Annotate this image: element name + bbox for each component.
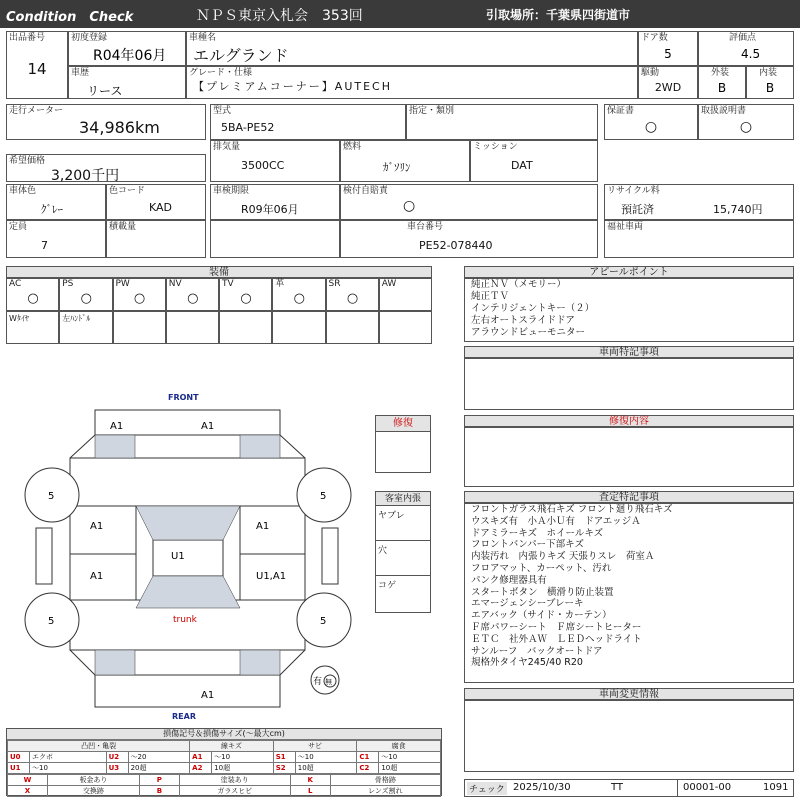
damage-mark: A1 bbox=[256, 521, 270, 532]
rear-label: REAR bbox=[172, 712, 196, 721]
legend-desc: レンズ割れ bbox=[330, 786, 440, 797]
repair-box bbox=[375, 415, 431, 473]
legend-code: A1 bbox=[190, 752, 212, 763]
repair-content bbox=[464, 427, 794, 487]
legend-code: K bbox=[290, 775, 330, 786]
label-doors: ドア数 bbox=[641, 33, 668, 43]
odometer: 34,986km bbox=[79, 118, 160, 137]
car-diagram bbox=[0, 380, 370, 725]
front-label: FRONT bbox=[168, 393, 199, 402]
check-label: チェック bbox=[467, 782, 507, 795]
capacity: 7 bbox=[41, 239, 48, 252]
note-item: エアバック（サイド・カーテン） bbox=[471, 610, 612, 622]
equipment-extra: Wﾀｲﾔ bbox=[9, 314, 29, 323]
damage-legend bbox=[6, 728, 442, 796]
label-body-color: 車体色 bbox=[9, 186, 37, 196]
warranty: ○ bbox=[644, 119, 658, 135]
legend-desc: 〜10 bbox=[295, 752, 357, 763]
damage-mark: A1 bbox=[90, 521, 104, 532]
equipment-cell bbox=[219, 278, 272, 311]
legend-code: L bbox=[290, 786, 330, 797]
label-inspection: 車検期限 bbox=[213, 186, 250, 196]
drive: 2WD bbox=[654, 81, 682, 94]
footer-number: 1091 bbox=[763, 782, 789, 793]
score: 4.5 bbox=[741, 47, 761, 61]
equipment-cell bbox=[166, 311, 219, 344]
note-item: サンルーフ バックオートドア bbox=[471, 645, 603, 657]
label-load: 積載量 bbox=[109, 222, 137, 232]
note-item: エマージェンシーブレーキ bbox=[471, 598, 584, 610]
car-name: エルグランド bbox=[193, 46, 289, 65]
legend-desc: 10超 bbox=[379, 763, 441, 774]
note-item: ドアミラーキズ ホイールキズ bbox=[471, 527, 604, 539]
legend-desc: 〜10 bbox=[379, 752, 441, 763]
tire-score: 5 bbox=[320, 491, 327, 502]
appeal-header: アピールポイント bbox=[464, 266, 794, 278]
damage-mark: A1 bbox=[201, 421, 215, 432]
label-chassis: 車台番号 bbox=[407, 222, 444, 232]
label-grade-spec: グレード・仕様 bbox=[189, 68, 253, 78]
equipment-mark: ○ bbox=[80, 291, 92, 306]
appeal-item: 純正ＮＶ（メモリー） bbox=[471, 279, 567, 290]
spare-mark: 無 bbox=[325, 678, 332, 686]
equipment-code: SR bbox=[328, 279, 341, 289]
equipment-mark: ○ bbox=[27, 291, 39, 306]
equipment-cell bbox=[379, 311, 432, 344]
exterior: B bbox=[717, 81, 727, 95]
equipment-cell bbox=[59, 311, 112, 344]
color-code: KAD bbox=[149, 201, 173, 214]
check-date: 2025/10/30 bbox=[513, 782, 571, 793]
equipment-cell bbox=[272, 311, 325, 344]
equipment-mark: ○ bbox=[133, 291, 146, 306]
repair-label: 修復 bbox=[376, 416, 430, 432]
label-model: 型式 bbox=[213, 106, 232, 116]
note-item: スタートボタン 横滑り防止装置 bbox=[471, 586, 614, 598]
equipment-cell bbox=[272, 278, 325, 311]
label-price: 希望価格 bbox=[9, 156, 46, 166]
legend-code: X bbox=[8, 786, 48, 797]
legend-code: U1 bbox=[8, 763, 30, 774]
equipment-code: AW bbox=[381, 279, 397, 289]
equipment-mark: ○ bbox=[187, 291, 199, 306]
legend-title: 損傷記号＆損傷サイズ(〜最大cm) bbox=[7, 729, 441, 740]
label-dashcam: 検付自賠責 bbox=[343, 186, 389, 196]
equipment-code: NV bbox=[168, 279, 182, 289]
legend-code: S2 bbox=[273, 763, 295, 774]
legend-code: C2 bbox=[357, 763, 379, 774]
label-warranty: 保証書 bbox=[607, 106, 635, 116]
auction-name: ＮＰＳ東京入札会 353回 bbox=[196, 8, 363, 24]
repair-content-header: 修復内容 bbox=[464, 415, 794, 427]
label-history: 車歴 bbox=[71, 68, 90, 78]
label-interior: 内装 bbox=[759, 68, 778, 78]
label-manual: 取扱説明書 bbox=[701, 106, 747, 116]
legend-code: C1 bbox=[357, 752, 379, 763]
label-transmission: ミッション bbox=[473, 142, 518, 152]
cabin-item-label: ヤブレ bbox=[378, 511, 405, 521]
appeal-item: アラウンドビューモニター bbox=[471, 327, 586, 338]
lot-number: 14 bbox=[27, 60, 47, 78]
label-designation: 指定・類別 bbox=[409, 106, 455, 116]
equipment-code: AC bbox=[9, 279, 22, 289]
legend-code: S1 bbox=[273, 752, 295, 763]
inspection-notes-header: 査定特記事項 bbox=[464, 491, 794, 503]
special-notes bbox=[464, 358, 794, 410]
chassis-number: PE52-078440 bbox=[419, 239, 493, 252]
note-item: ＥＴＣ 社外ＡＷ ＬＥＤヘッドライト bbox=[471, 633, 642, 645]
manual: ○ bbox=[739, 119, 753, 135]
damage-mark: A1 bbox=[110, 421, 124, 432]
equipment-mark: ○ bbox=[240, 291, 252, 306]
trunk-label: trunk bbox=[173, 615, 197, 625]
cabin-label: 客室内張 bbox=[376, 492, 430, 506]
equipment-cell bbox=[219, 311, 272, 344]
equipment-cell bbox=[59, 278, 112, 311]
equipment-mark: ○ bbox=[293, 291, 305, 306]
equipment-cell bbox=[166, 278, 219, 311]
note-item: フロントガラス飛石キズ フロント廻り飛石キズ bbox=[471, 504, 673, 515]
legend-desc: 〜10 bbox=[30, 763, 107, 774]
footer-code: 00001-00 bbox=[683, 782, 732, 793]
equipment-code: PS bbox=[62, 279, 74, 289]
legend-group: 線キズ bbox=[190, 741, 274, 752]
appeal-item: 純正ＴＶ bbox=[471, 291, 510, 302]
checker: TT bbox=[611, 782, 624, 793]
equipment-cell bbox=[6, 278, 59, 311]
note-item: Ｆ席パワーシート Ｆ席シートヒーター bbox=[471, 621, 642, 633]
interior: B bbox=[765, 81, 775, 95]
equipment-code: PW bbox=[115, 279, 130, 289]
legend-table bbox=[7, 740, 441, 774]
label-welfare: 福祉車両 bbox=[607, 222, 644, 232]
dashcam: ○ bbox=[403, 198, 416, 214]
equipment-mark: ○ bbox=[346, 291, 359, 306]
tire-score: 5 bbox=[48, 491, 55, 502]
title: Condition Check bbox=[6, 10, 134, 25]
legend-desc: 塗装あり bbox=[179, 775, 290, 786]
legend-table-2 bbox=[7, 774, 441, 797]
transmission: DAT bbox=[511, 159, 533, 172]
appeal-item: インテリジェントキー（２） bbox=[471, 303, 595, 314]
pickup-location: 引取場所：千葉県四街道市 bbox=[486, 8, 631, 22]
legend-code: U0 bbox=[8, 752, 30, 763]
damage-mark: U1,A1 bbox=[256, 571, 287, 582]
grade-spec: 【プレミアムコーナー】AUTECH bbox=[193, 80, 392, 93]
appeal-list bbox=[464, 278, 794, 342]
equipment-code: 革 bbox=[275, 279, 285, 289]
label-odometer: 走行メーター bbox=[9, 106, 64, 116]
spare-label: 有 bbox=[313, 677, 323, 687]
footer-bar bbox=[464, 779, 794, 797]
displacement: 3500CC bbox=[241, 159, 285, 172]
legend-code: U3 bbox=[106, 763, 128, 774]
cabin-item bbox=[376, 576, 430, 611]
recycle-fee: 15,740円 bbox=[713, 203, 763, 216]
cabin-item-label: 穴 bbox=[378, 546, 388, 556]
header-bar bbox=[0, 0, 800, 28]
body-color: ｸﾞﾚｰ bbox=[41, 203, 63, 216]
history: リース bbox=[87, 84, 123, 98]
cabin-box bbox=[375, 491, 431, 613]
equipment-extra: 左ﾊﾝﾄﾞﾙ bbox=[62, 314, 91, 323]
equipment-cell bbox=[379, 278, 432, 311]
equipment-cell bbox=[6, 311, 59, 344]
change-info-header: 車両変更情報 bbox=[464, 688, 794, 700]
label-displacement: 排気量 bbox=[213, 142, 241, 152]
legend-desc: 〜20 bbox=[128, 752, 190, 763]
legend-desc: ガラスヒビ bbox=[179, 786, 290, 797]
equipment-code: TV bbox=[222, 279, 234, 289]
change-info bbox=[464, 700, 794, 772]
price: 3,200千円 bbox=[51, 168, 120, 184]
legend-group: 凸凹・亀裂 bbox=[8, 741, 190, 752]
legend-code: W bbox=[8, 775, 48, 786]
note-item: 内装汚れ 内張りキズ 天張りスレ 荷室Ａ bbox=[471, 551, 655, 563]
cabin-item bbox=[376, 506, 430, 541]
label-color-code: 色コード bbox=[109, 186, 146, 196]
recycle-status: 預託済 bbox=[621, 203, 654, 216]
label-fuel: 燃料 bbox=[343, 142, 362, 152]
special-header: 車両特記事項 bbox=[464, 346, 794, 358]
legend-desc: 交換跡 bbox=[48, 786, 140, 797]
inspection-expiry: R09年06月 bbox=[241, 203, 299, 216]
equipment-header: 装備 bbox=[6, 266, 432, 278]
legend-code: B bbox=[139, 786, 179, 797]
cabin-item bbox=[376, 541, 430, 576]
legend-desc: 〜10 bbox=[212, 752, 274, 763]
tire-score: 5 bbox=[48, 616, 55, 627]
legend-code: A2 bbox=[190, 763, 212, 774]
equipment-cell bbox=[113, 311, 166, 344]
inspection-notes bbox=[464, 503, 794, 683]
label-car-name: 車種名 bbox=[189, 33, 217, 43]
label-capacity: 定員 bbox=[9, 222, 28, 232]
legend-group: サビ bbox=[273, 741, 357, 752]
damage-mark: A1 bbox=[90, 571, 104, 582]
legend-desc: 20超 bbox=[128, 763, 190, 774]
equipment-cell bbox=[326, 278, 379, 311]
note-item: フロアマット、カーペット、汚れ bbox=[471, 562, 612, 574]
note-item: 規格外タイヤ245/40 R20 bbox=[471, 657, 583, 669]
damage-mark: U1 bbox=[171, 551, 185, 562]
damage-mark: A1 bbox=[201, 690, 215, 701]
legend-code: P bbox=[139, 775, 179, 786]
first-registration: R04年06月 bbox=[93, 48, 167, 64]
label-first-reg: 初度登録 bbox=[71, 33, 108, 43]
cabin-item-label: コゲ bbox=[378, 581, 397, 591]
label-recycle: リサイクル料 bbox=[607, 186, 660, 196]
legend-code: U2 bbox=[106, 752, 128, 763]
legend-group: 腐食 bbox=[357, 741, 441, 752]
note-item: フロントバンパー下部キズ bbox=[471, 539, 584, 551]
legend-desc: 10超 bbox=[212, 763, 274, 774]
legend-desc: エクボ bbox=[30, 752, 107, 763]
label-lot: 出品番号 bbox=[9, 33, 46, 43]
model: 5BA-PE52 bbox=[221, 121, 275, 134]
equipment-cell bbox=[113, 278, 166, 311]
doors: 5 bbox=[664, 47, 672, 61]
appeal-item: 左右オートスライドドア bbox=[471, 315, 575, 326]
legend-desc: 板金あり bbox=[48, 775, 140, 786]
equipment-cell bbox=[326, 311, 379, 344]
tire-score: 5 bbox=[320, 616, 327, 627]
fuel: ｶﾞｿﾘﾝ bbox=[383, 161, 411, 174]
legend-desc: 骨格跡 bbox=[330, 775, 440, 786]
note-item: ウスキズ有 小Ａ小Ｕ有 ドアエッジＡ bbox=[471, 515, 641, 527]
label-drive: 駆動 bbox=[641, 68, 660, 78]
legend-desc: 10超 bbox=[295, 763, 357, 774]
label-exterior: 外装 bbox=[711, 68, 730, 78]
label-grade: 評価点 bbox=[729, 33, 757, 43]
note-item: パンク修理器具有 bbox=[471, 574, 547, 586]
